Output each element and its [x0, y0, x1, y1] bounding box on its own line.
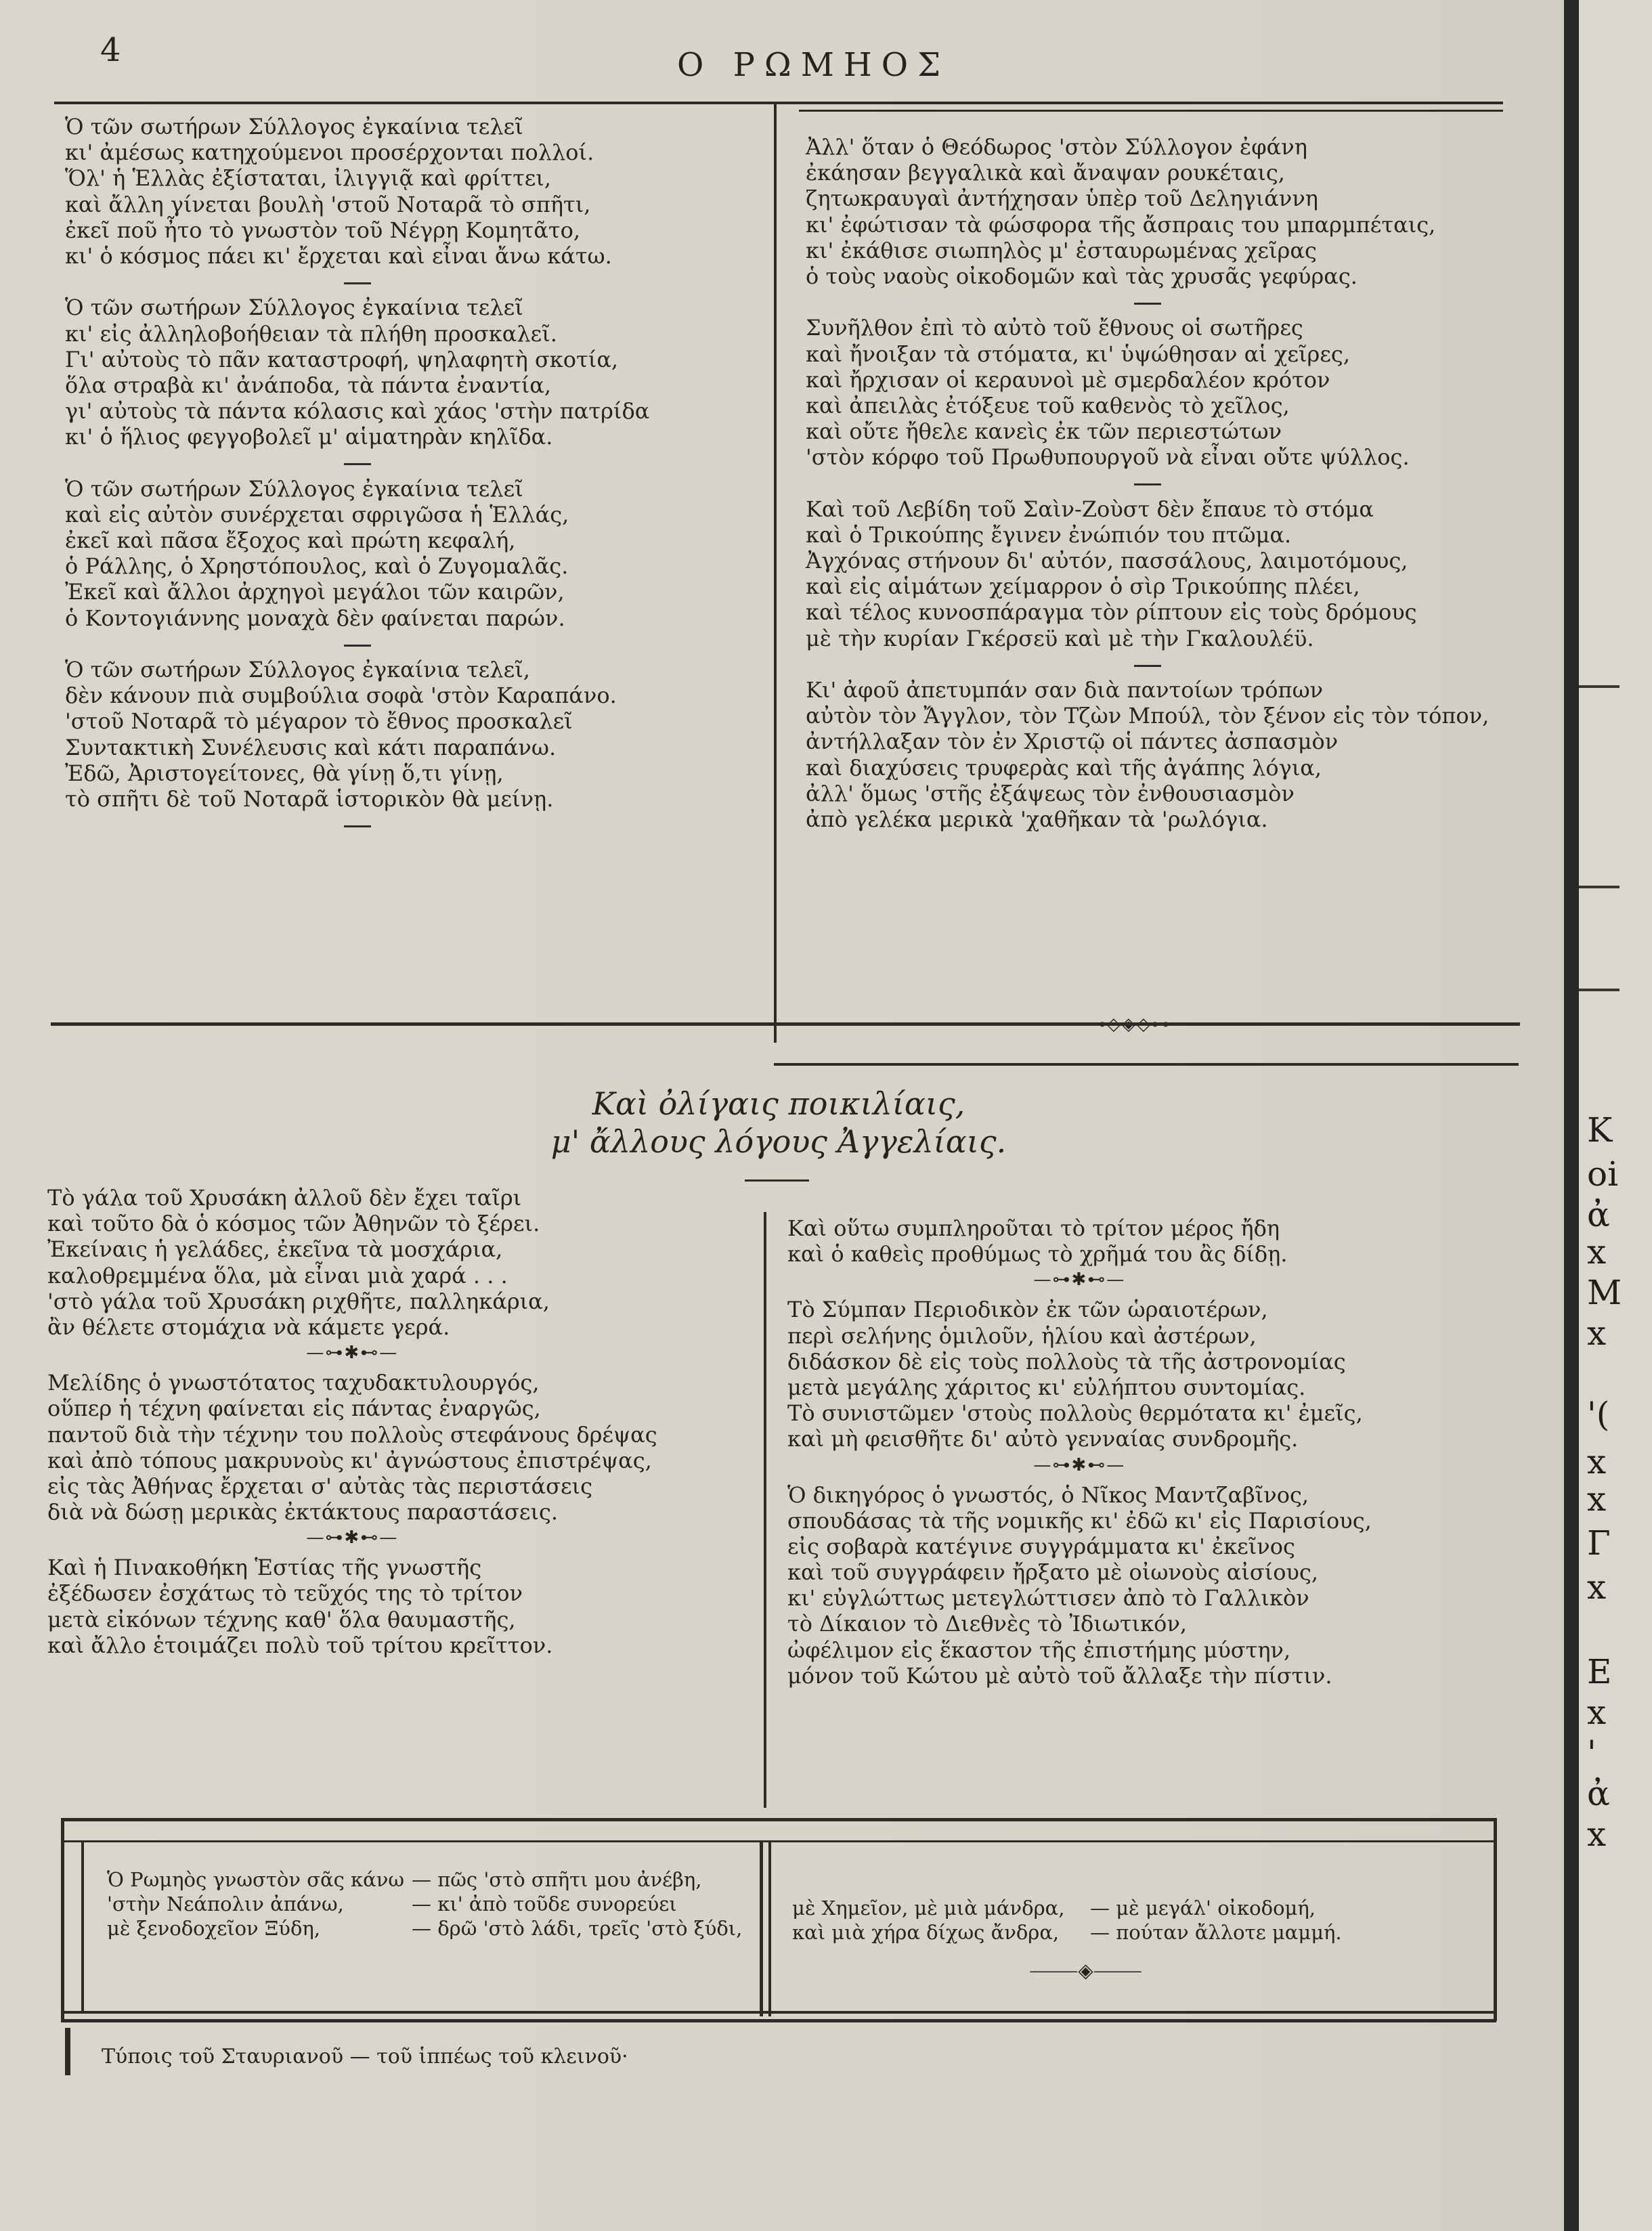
heading-underline: [745, 1179, 809, 1182]
stanza-separator: [65, 631, 649, 657]
box-center-divider: [760, 1840, 763, 2016]
top-right-line: μὲ τὴν κυρίαν Γκέρσεϋ καὶ μὲ τὴν Γκαλουλέϋ.: [806, 625, 1314, 651]
top-right-line: ἀλλ' ὅμως 'στῆς ἐξάψεως τὸν ἐνθουσιασμὸν: [806, 780, 1295, 806]
adjacent-page-glyph: M: [1587, 1273, 1622, 1312]
bottom-left-line: εἰς τὰς Ἀθήνας ἔρχεται σ' αὐτὰς τὰς περιστάσεις: [47, 1473, 593, 1499]
top-right-line: ἐκάησαν βεγγαλικὰ καὶ ἄναψαν ρουκέταις,: [806, 160, 1285, 186]
bottom-left-line: ἐξέδωσεν ἐσχάτως τὸ τεῦχός της τὸ τρίτον: [47, 1580, 523, 1607]
bottom-right-line: καὶ μὴ φεισθῆτε δι' αὐτὸ γενναίας συνδρομῆς.: [787, 1426, 1299, 1452]
top-right-line: 'στὸν κόρφο τοῦ Πρωθυπουργοῦ νὰ εἶναι οὔτε ψύλλος.: [806, 444, 1410, 471]
bottom-right-line: Τὸ Σύμπαν Περιοδικὸν ἐκ τῶν ὡραιοτέρων,: [787, 1297, 1268, 1323]
adjacent-page-glyph: x: [1587, 1479, 1607, 1519]
stanza-separator: [65, 269, 649, 295]
top-left-line: ὁ Κοντογιάννης μοναχὰ δὲν φαίνεται παρών.: [65, 605, 565, 631]
box-left-line-2b: — κι' ἀπὸ τοῦδε συνορεύει: [412, 1892, 677, 1915]
bottom-left-line: Τὸ γάλα τοῦ Χρυσάκη ἀλλοῦ δὲν ἔχει ταῖρι: [47, 1185, 522, 1211]
top-right-line: ἀπὸ γελέκα μερικὰ 'χαθῆκαν τὰ 'ρωλόγια.: [806, 806, 1268, 832]
top-left-line: κι' ὁ κόσμος πάει κι' ἔρχεται καὶ εἶναι ἄνω κάτω.: [65, 242, 612, 269]
adjacent-page-glyph: ': [1587, 1733, 1596, 1773]
top-left-line: 'στοῦ Νοταρᾶ τὸ μέγαρον τὸ ἔθνος προσκαλεῖ: [65, 708, 573, 735]
box-left-line-3b: — δρῶ 'στὸ λάδι, τρεῖς 'στὸ ξύδι,: [412, 1917, 743, 1940]
section-heading-line-1: Καὶ ὀλίγαις ποικιλίαις,: [592, 1085, 965, 1122]
adjacent-rule: [1579, 886, 1620, 888]
top-left-line: Ὁ τῶν σωτήρων Σύλλογος ἐγκαίνια τελεῖ,: [65, 656, 530, 683]
adjacent-page-glyph: x: [1587, 1442, 1607, 1481]
top-left-column: [65, 114, 649, 838]
section-rule-upper: [51, 1022, 1520, 1026]
page-number: 4: [100, 31, 121, 69]
top-left-line: κι' εἰς ἀλληλοβοήθειαν τὰ πλήθη προσκαλεῖ.: [65, 320, 557, 347]
adjacent-page-glyph: '(: [1587, 1395, 1610, 1434]
top-right-line: ζητωκραυγαὶ ἀντήχησαν ὑπὲρ τοῦ Δεληγιάννη: [806, 186, 1318, 212]
stanza-separator: [65, 450, 649, 475]
bottom-left-line: ἂν θέλετε στομάχια νὰ κάμετε γερά.: [47, 1314, 450, 1340]
bottom-left-line: 'στὸ γάλα τοῦ Χρυσάκη ριχθῆτε, παλληκάρια,: [47, 1288, 550, 1314]
box-rule-bottom: [61, 2011, 1496, 2014]
box-rule-bottom-outer: [61, 2019, 1496, 2022]
box-rule-top-inner: [61, 1840, 1496, 1842]
bottom-right-line: σπουδάσας τὰ τῆς νομικῆς κι' ἐδῶ κι' εἰς Παρισίους,: [787, 1507, 1372, 1534]
running-title: Ο ΡΩΜΗΟΣ: [677, 46, 950, 84]
bottom-left-line: οὕπερ ἡ τέχνη φαίνεται εἰς πάντας ἐναργῶς,: [47, 1395, 541, 1422]
bottom-left-line: Ἐκείναις ἡ γελάδες, ἐκεῖνα τὰ μοσχάρια,: [47, 1236, 503, 1263]
bottom-left-line: καὶ τοῦτο δὰ ὁ κόσμος τῶν Ἀθηνῶν τὸ ξέρει.: [47, 1211, 540, 1237]
top-right-line: ὁ τοὺς ναοὺς οἰκοδομῶν καὶ τὰς χρυσᾶς γεφύρας.: [806, 263, 1357, 289]
top-left-line: καὶ ἄλλη γίνεται βουλὴ 'στοῦ Νοταρᾶ τὸ σπῆτι,: [65, 191, 591, 217]
adjacent-rule: [1579, 989, 1620, 991]
box-rule-top: [61, 1818, 1496, 1821]
top-left-line: Γι' αὐτοὺς τὸ πᾶν καταστροφή, ψηλαφητὴ σκοτία,: [65, 346, 619, 372]
stanza-separator: [806, 289, 1489, 315]
top-left-line: κι' ὁ ἥλιος φεγγοβολεῖ μ' αἱματηρὰν κηλῖδα.: [65, 424, 553, 450]
box-right-line-2b: — πούταν ἄλλοτε μαμμή.: [1090, 1921, 1342, 1944]
bottom-right-line: Τὸ συνιστῶμεν 'στοὺς πολλοὺς θερμότατα κι' ἐμεῖς,: [787, 1400, 1363, 1427]
top-left-line: Ὁ τῶν σωτήρων Σύλλογος ἐγκαίνια τελεῖ: [65, 295, 523, 321]
adjacent-page-glyph: Γ: [1587, 1523, 1611, 1563]
top-right-line: κι' ἐφώτισαν τὰ φώσφορα τῆς ἄσπραις του μπαρμπέταις,: [806, 211, 1436, 238]
top-right-line: αὐτὸν τὸν Ἄγγλον, τὸν Τζὼν Μπούλ, τὸν ξένον εἰς τὸν τόπον,: [806, 703, 1490, 729]
top-right-line: καὶ εἰς αἱμάτων χείμαρρον ὁ σὶρ Τρικούπης πλέει,: [806, 573, 1360, 600]
box-left-line-1b: — πῶς 'στὸ σπῆτι μου ἀνέβη,: [412, 1868, 702, 1891]
box-end-ornament: ⸻◈⸻: [1029, 1959, 1143, 1982]
header-rule-secondary: [799, 110, 1503, 112]
box-right-edge: [1494, 1818, 1497, 2021]
top-column-divider: [774, 102, 777, 1043]
top-right-column: [806, 134, 1489, 832]
adjacent-page-glyph: oi: [1587, 1154, 1619, 1194]
top-left-line: γι' αὐτοὺς τὰ πάντα κόλασις καὶ χάος 'στὴν πατρίδα: [65, 398, 650, 425]
top-left-line: Ὁ τῶν σωτήρων Σύλλογος ἐγκαίνια τελεῖ: [65, 475, 523, 502]
bottom-left-line: καὶ ἄλλο ἑτοιμάζει πολὺ τοῦ τρίτου κρεῖττον.: [47, 1632, 553, 1658]
top-left-line: ὁ Ράλλης, ὁ Χρηστόπουλος, καὶ ὁ Ζυγομαλᾶς.: [65, 553, 569, 580]
top-right-line: καὶ ἀπειλὰς ἐτόξευε τοῦ καθενὸς τὸ χεῖλος,: [806, 392, 1290, 418]
top-right-line: κι' ἐκάθισε σιωπηλὸς μ' ἐσταυρωμένας χεῖρας: [806, 237, 1317, 263]
bottom-left-line: καὶ ἀπὸ τόπους μακρυνοὺς κι' ἀγνώστους ἐπιστρέψας,: [47, 1447, 652, 1473]
top-right-line: ἀντήλλαξαν τὸν ἐν Χριστῷ οἱ πάντες ἀσπασμὸν: [806, 729, 1339, 755]
box-left-line-1a: Ὁ Ρωμηὸς γνωστὸν σᾶς κάνω: [107, 1868, 405, 1891]
bottom-right-column: [787, 1215, 1372, 1689]
box-right-text: [792, 1896, 1342, 1945]
top-left-line: τὸ σπῆτι δὲ τοῦ Νοταρᾶ ἱστορικὸν θὰ μείνῃ.: [65, 785, 554, 812]
box-center-divider-2: [768, 1840, 771, 2016]
top-right-line: Ἀγχόνας στήνουν δι' αὐτόν, πασσάλους, λαιμοτόμους,: [806, 548, 1408, 573]
stanza-separator: [65, 812, 649, 838]
stanza-separator: [806, 470, 1489, 496]
adjacent-page-glyph: E: [1587, 1652, 1612, 1691]
section-heading-line-2: μ' ἄλλους λόγους Ἀγγελίαις.: [550, 1123, 1007, 1160]
box-right-line-1a: μὲ Χημεῖον, μὲ μιὰ μάνδρα,: [792, 1897, 1065, 1920]
bottom-right-line: περὶ σελήνης ὁμιλοῦν, ἡλίου καὶ ἀστέρων,: [787, 1322, 1257, 1349]
header-rule: [54, 102, 1503, 104]
box-left-line-2a: 'στὴν Νεάπολιν ἀπάνω,: [107, 1892, 344, 1915]
bottom-right-line: Καὶ οὕτω συμπληροῦται τὸ τρίτον μέρος ἤδη: [787, 1215, 1280, 1241]
box-left-line-3a: μὲ ξενοδοχεῖον Ξύδη,: [107, 1917, 320, 1940]
top-left-line: Ὁ τῶν σωτήρων Σύλλογος ἐγκαίνια τελεῖ: [65, 114, 523, 139]
item-separator-ornament: —⊶✱⊷—: [1033, 1270, 1126, 1291]
top-right-line: καὶ ἤνοιξαν τὰ στόματα, κι' ὑψώθησαν αἱ χεῖρες,: [806, 341, 1350, 367]
adjacent-page-glyph: x: [1587, 1232, 1607, 1272]
stanza-separator: [806, 651, 1489, 677]
printer-imprint: Τύποις τοῦ Σταυριανοῦ — τοῦ ἱππέως τοῦ κλεινοῦ·: [102, 2045, 628, 2068]
bottom-left-line: καλοθρεμμένα ὅλα, μὰ εἶναι μιὰ χαρά . . .: [47, 1262, 508, 1288]
top-right-end-ornament: [1056, 1014, 1205, 1044]
top-right-line: καὶ ὁ Τρικούπης ἔγινεν ἐνώπιόν του πτῶμα.: [806, 521, 1292, 548]
bottom-right-line: τὸ Δίκαιον τὸ Διεθνὲς τὸ Ἰδιωτικόν,: [787, 1611, 1188, 1637]
top-right-line: καὶ ἤρχισαν οἱ κεραυνοὶ μὲ σμερδαλέον κρότον: [806, 366, 1330, 393]
top-right-line: καὶ οὔτε ἤθελε κανεὶς ἐκ τῶν περιεστώτων: [806, 418, 1282, 445]
bottom-right-line: καὶ τοῦ συγγράφειν ἤρξατο μὲ οἰωνοὺς αἰσίους,: [787, 1559, 1319, 1586]
top-left-line: κι' ἀμέσως κατηχούμενοι προσέρχονται πολλοί.: [65, 139, 594, 166]
bottom-left-line: διὰ νὰ δώσῃ μερικὰς ἐκτάκτους παραστάσεις.: [47, 1499, 559, 1525]
bottom-left-line: Καὶ ἡ Πινακοθήκη Ἑστίας τῆς γνωστῆς: [47, 1555, 482, 1581]
bottom-right-line: κι' εὐγλώττως μετεγλώττισεν ἀπὸ τὸ Γαλλικὸν: [787, 1585, 1309, 1611]
adjacent-page-glyph: ἀ: [1587, 1195, 1610, 1234]
adjacent-page-glyph: x: [1587, 1693, 1607, 1732]
top-left-line: Ὅλ' ἡ Ἑλλὰς ἐξίσταται, ἰλιγγιᾷ καὶ φρίττει,: [65, 165, 552, 192]
box-left-edge: [61, 1818, 64, 2021]
bottom-left-line: παντοῦ διὰ τὴν τέχνην του πολλοὺς στεφάνους δρέψας: [47, 1421, 657, 1448]
adjacent-page-glyph: x: [1587, 1314, 1607, 1353]
item-separator-ornament: —⊶✱⊷—: [1033, 1454, 1126, 1475]
bottom-right-line: εἰς σοβαρὰ κατέγινε συγγράμματα κι' ἐκεῖνος: [787, 1533, 1295, 1559]
bottom-left-line: Μελίδης ὁ γνωστότατος ταχυδακτυλουργός,: [47, 1370, 540, 1396]
bottom-right-line: καὶ ὁ καθεὶς προθύμως τὸ χρῆμά του ἂς δίδῃ.: [787, 1241, 1288, 1268]
section-heading: [0, 1085, 1557, 1161]
adjacent-rule: [1579, 685, 1620, 688]
bottom-right-line: μετὰ μεγάλης χάριτος κι' εὐλήπτου συντομίας.: [787, 1374, 1306, 1400]
top-right-line: Συνῆλθον ἐπὶ τὸ αὐτὸ τοῦ ἔθνους οἱ σωτῆρες: [806, 315, 1303, 341]
bottom-column-divider: [764, 1212, 766, 1808]
binding-gutter: [1564, 0, 1579, 2231]
imprint-left-bar: [65, 2028, 70, 2075]
top-left-line: Συντακτικὴ Συνέλευσις καὶ κάτι παραπάνω.: [65, 734, 557, 760]
top-right-line: καὶ τέλος κυνοσπάραγμα τὸν ρίπτουν εἰς τοὺς δρόμους: [806, 599, 1417, 626]
bottom-right-line: Ὁ δικηγόρος ὁ γνωστός, ὁ Νῖκος Μαντζαβῖνος,: [787, 1481, 1309, 1508]
adjacent-page-glyph: ἀ: [1587, 1774, 1610, 1813]
adjacent-page-glyph: K: [1587, 1110, 1613, 1150]
bottom-left-line: μετὰ εἰκόνων τέχνης καθ' ὅλα θαυμαστῆς,: [47, 1606, 516, 1632]
top-right-line: Ἀλλ' ὅταν ὁ Θεόδωρος 'στὸν Σύλλογον ἐφάνη: [806, 134, 1307, 160]
top-right-line: Κι' ἀφοῦ ἀπετυμπάν σαν διὰ παντοίων τρόπων: [806, 676, 1324, 703]
bottom-right-line: ὠφέλιμον εἰς ἕκαστον τῆς ἐπιστήμης μύστην,: [787, 1637, 1291, 1663]
box-right-line-1b: — μὲ μεγάλ' οἰκοδομή,: [1090, 1897, 1316, 1920]
bottom-left-column: [47, 1185, 657, 1658]
top-left-line: Ἐδῶ, Ἀριστογείτονες, θὰ γίνῃ ὅ,τι γίνῃ,: [65, 760, 504, 786]
bottom-right-line: διδάσκον δὲ εἰς τοὺς πολλοὺς τὰ τῆς ἀστρονομίας: [787, 1348, 1346, 1374]
top-left-line: ὅλα στραβὰ κι' ἀνάποδα, τὰ πάντα ἐναντία,: [65, 372, 552, 398]
adjacent-page-glyph: x: [1587, 1815, 1607, 1854]
box-left-edge-inner: [81, 1840, 84, 2013]
top-left-line: ἐκεῖ ποῦ ἦτο τὸ γνωστὸν τοῦ Νέγρη Κομητᾶτο,: [65, 217, 580, 243]
bottom-right-line: μόνον τοῦ Κώτου μὲ αὐτὸ τοῦ ἄλλαξε τὴν πίστιν.: [787, 1662, 1332, 1689]
box-left-text: [107, 1867, 742, 1941]
top-right-line: καὶ διαχύσεις τρυφερὰς καὶ τῆς ἀγάπης λόγια,: [806, 754, 1322, 781]
top-left-line: δὲν κάνουν πιὰ συμβούλια σοφὰ 'στὸν Καραπάνο.: [65, 683, 617, 709]
item-separator-ornament: —⊶✱⊷—: [306, 1343, 399, 1364]
top-left-line: καὶ εἰς αὐτὸν συνέρχεται σφριγῶσα ἡ Ἑλλάς,: [65, 501, 569, 527]
section-rule-lower: [774, 1063, 1519, 1066]
box-right-line-2a: καὶ μιὰ χήρα δίχως ἄνδρα,: [792, 1921, 1060, 1944]
top-left-line: ἐκεῖ καὶ πᾶσα ἔξοχος καὶ πρώτη κεφαλή,: [65, 527, 516, 553]
top-left-line: Ἐκεῖ καὶ ἄλλοι ἀρχηγοὶ μεγάλοι τῶν καιρῶν,: [65, 579, 565, 605]
top-right-line: Καὶ τοῦ Λεβίδη τοῦ Σαὶν-Ζοὺστ δὲν ἔπαυε τὸ στόμα: [806, 496, 1374, 522]
adjacent-page-glyph: x: [1587, 1567, 1607, 1607]
item-separator-ornament: —⊶✱⊷—: [306, 1528, 399, 1548]
adjacent-page-edge: [1579, 0, 1652, 2231]
